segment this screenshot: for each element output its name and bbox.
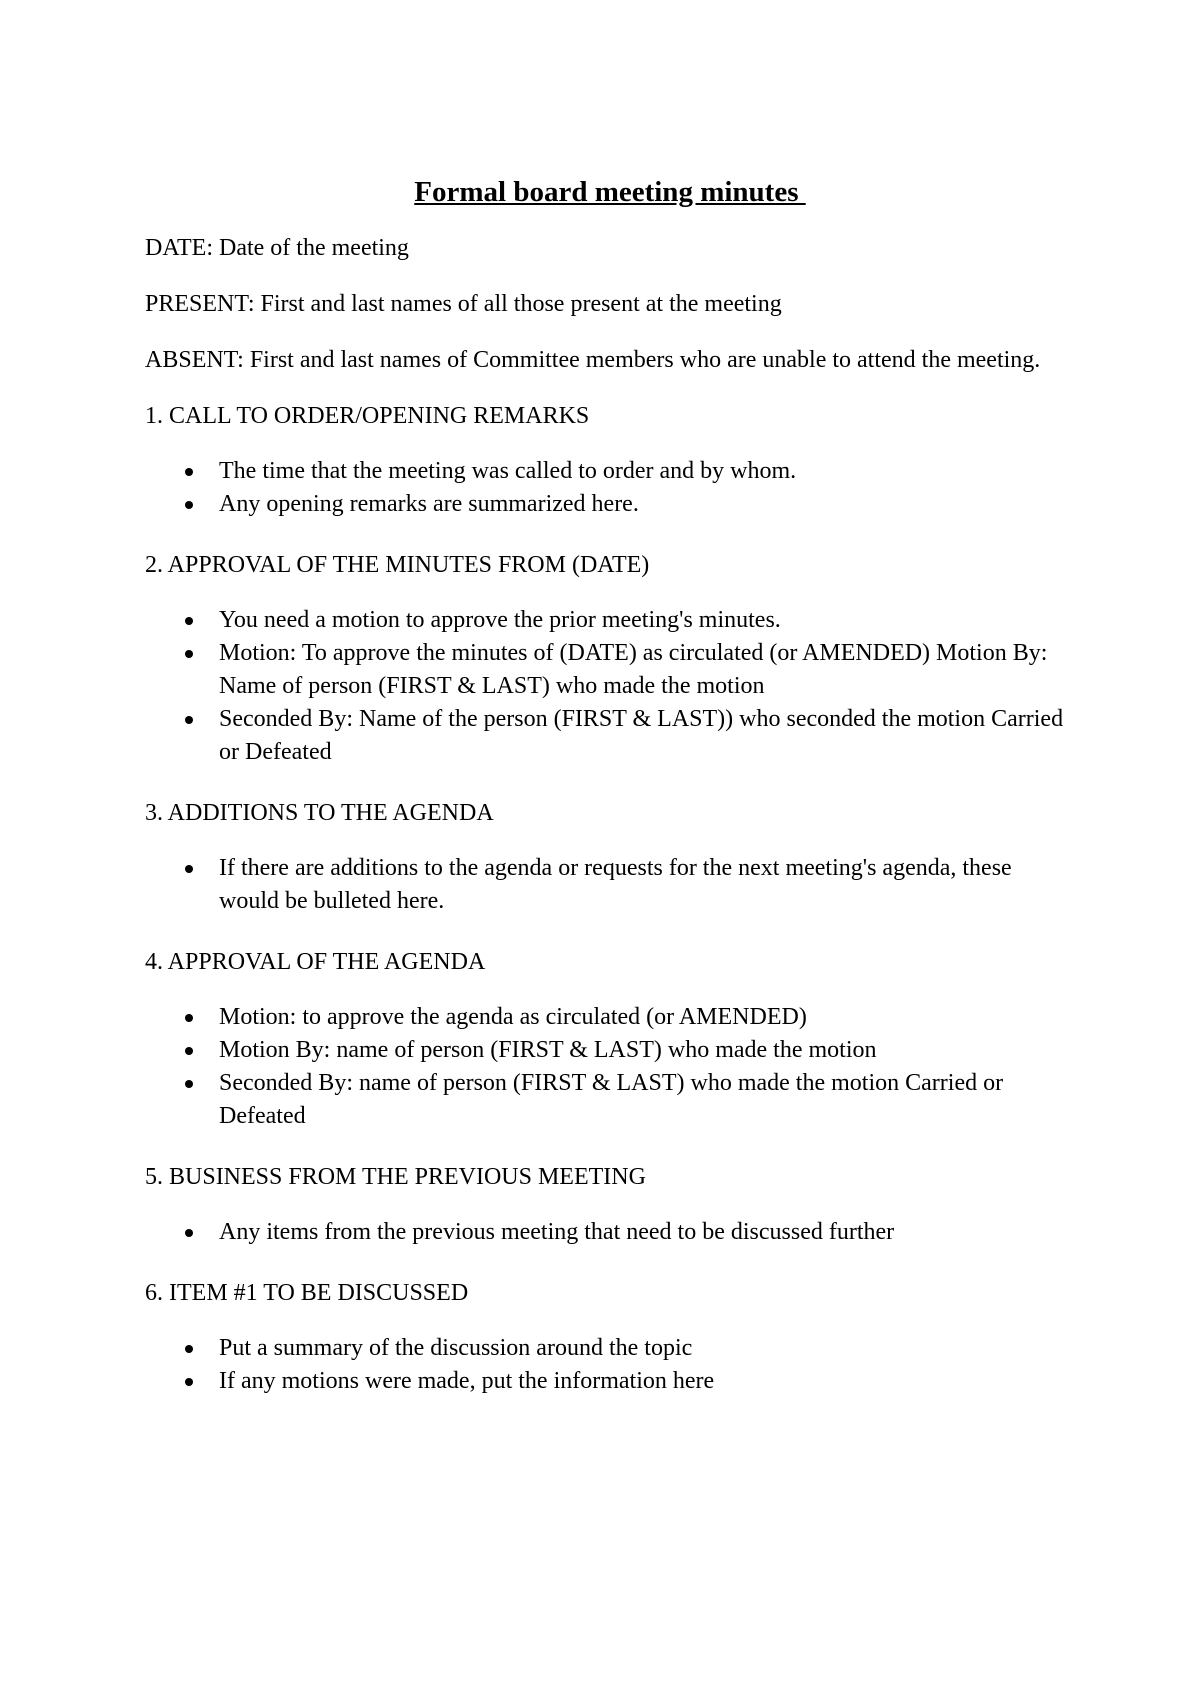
section-heading-additions-to-agenda: 3. ADDITIONS TO THE AGENDA [145, 800, 494, 826]
document-content [145, 172, 1075, 1426]
bullet-text: The time that the meeting was called to order and by whom. [219, 458, 797, 484]
field-present [145, 288, 1075, 321]
bullet-text: Motion: To approve the minutes of (DATE) as circulated (or AMENDED) Motion By: Name of person (FIRST & LAST) who made the motion [219, 640, 1048, 699]
bullet-icon [185, 1014, 193, 1022]
bullet-icon [185, 501, 193, 509]
bullet-icon [185, 617, 193, 625]
bullet-list-approval-of-agenda [145, 1001, 1075, 1133]
document-title: Formal board meeting minutes [414, 176, 806, 208]
bullet-icon [185, 468, 193, 476]
bullet-text: Seconded By: Name of the person (FIRST & LAST)) who seconded the motion Carried or Defeated [219, 706, 1064, 765]
bullet-text: If there are additions to the agenda or requests for the next meeting's agenda, these would be bulleted here. [219, 855, 1012, 914]
bullet-list-approval-of-minutes [145, 604, 1075, 769]
bullet-item [145, 637, 1075, 703]
bullet-text: Put a summary of the discussion around the topic [219, 1335, 693, 1361]
bullet-item [145, 852, 1075, 918]
bullet-text: Motion: to approve the agenda as circulated (or AMENDED) [219, 1004, 807, 1030]
field-date-value: Date of the meeting [219, 235, 409, 261]
bullet-item [145, 703, 1075, 769]
bullet-icon [185, 650, 193, 658]
bullet-text: Motion By: name of person (FIRST & LAST) who made the motion [219, 1037, 877, 1063]
bullet-item [145, 1001, 1075, 1034]
bullet-item [145, 1216, 1075, 1249]
bullet-item [145, 1034, 1075, 1067]
section-heading-call-to-order: 1. CALL TO ORDER/OPENING REMARKS [145, 403, 590, 429]
bullet-item [145, 455, 1075, 488]
field-present-value: First and last names of all those present at the meeting [260, 291, 782, 317]
bullet-text: Seconded By: name of person (FIRST & LAST) who made the motion Carried or Defeated [219, 1070, 1004, 1129]
bullet-icon [185, 865, 193, 873]
bullet-item [145, 1332, 1075, 1365]
bullet-list-additions-to-agenda [145, 852, 1075, 918]
section-heading-approval-of-minutes: 2. APPROVAL OF THE MINUTES FROM (DATE) [145, 552, 650, 578]
bullet-item [145, 1365, 1075, 1398]
bullet-text: Any items from the previous meeting that need to be discussed further [219, 1219, 895, 1245]
bullet-icon [185, 716, 193, 724]
bullet-list-business-from-previous [145, 1216, 1075, 1249]
bullet-text: You need a motion to approve the prior meeting's minutes. [219, 607, 781, 633]
bullet-icon [185, 1345, 193, 1353]
field-absent-label: ABSENT: [145, 347, 250, 373]
bullet-list-item-1 [145, 1332, 1075, 1398]
section-heading-business-from-previous: 5. BUSINESS FROM THE PREVIOUS MEETING [145, 1164, 646, 1190]
bullet-text: If any motions were made, put the information here [219, 1368, 715, 1394]
field-present-label: PRESENT: [145, 291, 261, 317]
bullet-icon [185, 1047, 193, 1055]
bullet-icon [185, 1378, 193, 1386]
field-absent [145, 344, 1075, 377]
bullet-text: Any opening remarks are summarized here. [219, 491, 639, 517]
field-absent-value: First and last names of Committee members who are unable to attend the meeting. [249, 347, 1041, 373]
bullet-item [145, 604, 1075, 637]
field-date-label: DATE: [145, 235, 219, 261]
bullet-icon [185, 1229, 193, 1237]
section-heading-item-1: 6. ITEM #1 TO BE DISCUSSED [145, 1280, 469, 1306]
bullet-item [145, 1067, 1075, 1133]
bullet-icon [185, 1080, 193, 1088]
section-heading-approval-of-agenda: 4. APPROVAL OF THE AGENDA [145, 949, 486, 975]
field-date [145, 232, 1075, 265]
bullet-list-call-to-order [145, 455, 1075, 521]
bullet-item [145, 488, 1075, 521]
